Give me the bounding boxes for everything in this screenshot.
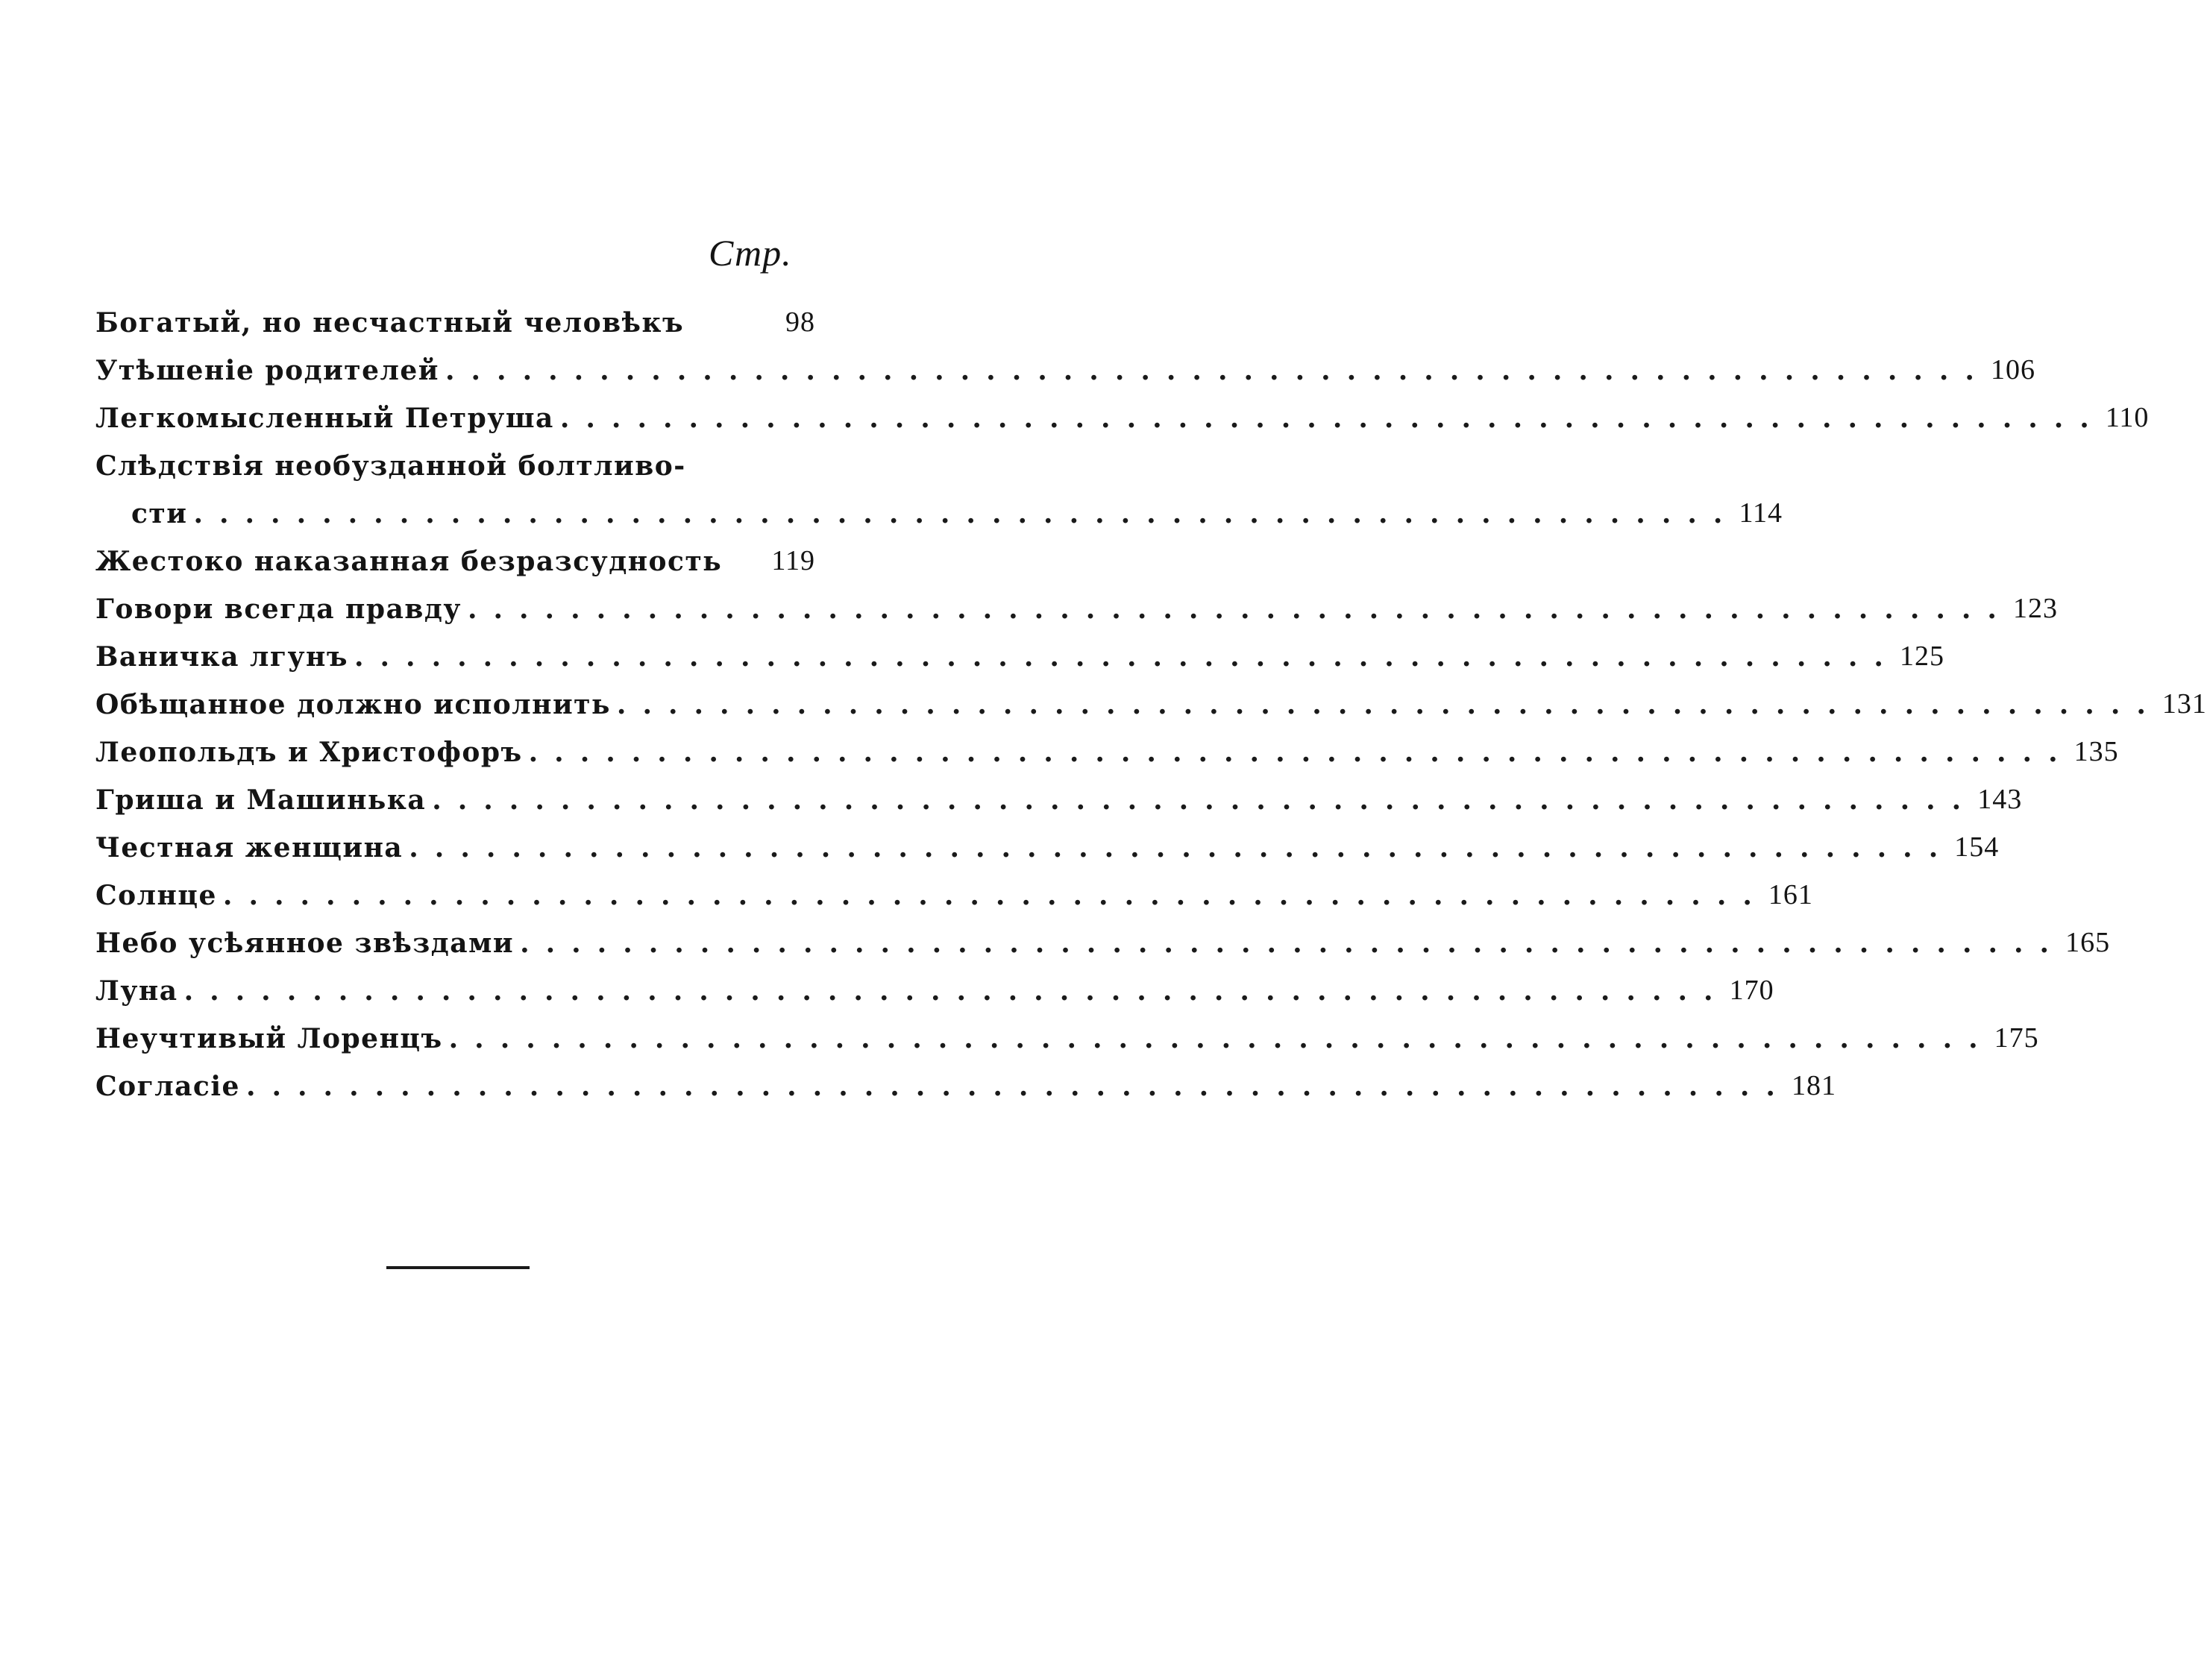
toc-entry-page: 106 xyxy=(1990,354,2035,386)
dot-leader: ............................................................ xyxy=(354,641,1900,673)
dot-leader: ............................................................ xyxy=(528,737,2074,768)
toc-entry xyxy=(95,768,2023,816)
toc-entry-title: Небо усѣянное звѣздами xyxy=(95,928,520,959)
toc-entry-page: 119 xyxy=(771,545,815,576)
toc-entry-page: 165 xyxy=(2065,927,2111,958)
toc-entry xyxy=(95,1054,1836,1102)
dot-leader: ............................................................ xyxy=(559,403,2106,434)
toc-entry-title: Неучтивый Лоренцъ xyxy=(95,1023,449,1054)
toc-entry-page: 131 xyxy=(2162,688,2207,720)
toc-entry xyxy=(95,339,2035,386)
toc-entry-title: Согласіе xyxy=(95,1071,246,1102)
toc-entry-title: сти xyxy=(95,498,193,529)
dot-leader: ............................................................ xyxy=(520,928,2066,959)
toc-entry-page: 161 xyxy=(1768,879,1813,910)
toc-entry-title: Луна xyxy=(95,975,184,1007)
toc-entry-title: Утѣшеніе родителей xyxy=(95,355,445,386)
toc-entry-title: Обѣщанное должно исполнить xyxy=(95,689,617,720)
toc-entry xyxy=(95,720,2119,768)
toc-entry-title: Ваничка лгунъ xyxy=(95,641,354,673)
toc-entry-page: 181 xyxy=(1791,1070,1836,1101)
toc-entry xyxy=(95,625,1944,673)
toc-entry-title: Леопольдъ и Христофоръ xyxy=(95,737,529,768)
dot-leader: ............................................................ xyxy=(467,594,2013,625)
dot-leader: ............................................................ xyxy=(409,832,1955,863)
toc-entry xyxy=(95,577,2058,625)
toc-entry-page: 110 xyxy=(2105,402,2150,433)
toc-entry xyxy=(95,959,1774,1007)
toc-entry-title: Солнце xyxy=(95,880,223,911)
toc-entry xyxy=(95,529,815,577)
toc-entry-title: Легкомысленный Петруша xyxy=(95,403,560,434)
dot-leader: ............................................................ xyxy=(616,689,2162,720)
toc-entry-page: 98 xyxy=(785,306,815,338)
toc-entry-page: 170 xyxy=(1729,975,1774,1006)
toc-entry-page: 135 xyxy=(2073,736,2119,767)
toc-entry-page: 154 xyxy=(1954,831,2000,863)
toc-entry xyxy=(95,434,815,482)
toc-entry-page: 114 xyxy=(1739,497,1783,529)
toc-entry-page: 125 xyxy=(1899,641,1944,672)
toc-entry-page: 175 xyxy=(1994,1022,2039,1054)
toc-entry xyxy=(95,291,815,339)
dot-leader: ............................................................ xyxy=(445,355,1991,386)
toc-entry-page: 123 xyxy=(2012,593,2058,624)
toc-entry xyxy=(95,863,1813,911)
table-of-contents xyxy=(95,291,2207,1102)
toc-entry-title: Слѣдствія необузданной болтливо- xyxy=(95,450,692,482)
toc-entry-title: Богатый, но несчастный человѣкъ xyxy=(95,307,690,339)
dot-leader: ............................................................ xyxy=(183,975,1730,1007)
toc-entry-continuation xyxy=(95,482,1783,529)
toc-entry-title: Жестоко наказанная безразсудность xyxy=(95,546,728,577)
toc-entry xyxy=(95,816,2000,863)
toc-entry-title: Гриша и Машинька xyxy=(95,784,432,816)
dot-leader: ............................................................ xyxy=(432,784,1978,816)
dot-leader: ............................................................ xyxy=(193,498,1739,529)
page-column-header: Стр. xyxy=(709,232,792,274)
toc-entry xyxy=(95,1007,2039,1054)
toc-entry-title: Честная женщина xyxy=(95,832,409,863)
toc-entry-title: Говори всегда правду xyxy=(95,594,468,625)
dot-leader: ............................................................ xyxy=(222,880,1768,911)
toc-entry-page: 143 xyxy=(1977,784,2023,815)
dot-leader: ............................................................ xyxy=(245,1071,1792,1102)
toc-entry xyxy=(95,911,2111,959)
toc-entry xyxy=(95,673,2207,720)
dot-leader: ............................................................ xyxy=(448,1023,1994,1054)
toc-entry xyxy=(95,386,2150,434)
closing-rule xyxy=(386,1266,530,1269)
